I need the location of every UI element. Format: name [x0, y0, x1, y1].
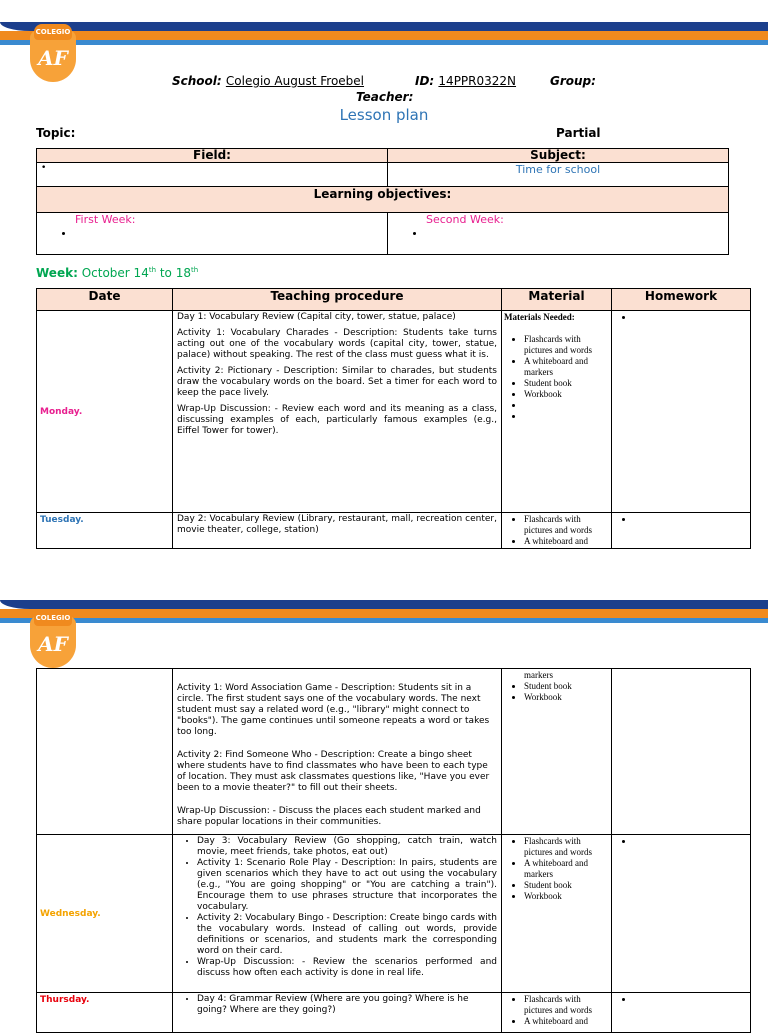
monday-cell: [37, 311, 173, 513]
second-week-label: Second Week:: [426, 213, 504, 226]
wednesday-item: • Activity 2: Vocabulary Bingo - Description: Create bingo cards with the vocabulary words. Instead of calling out words, provide definitions or scenarios, and students mark the corresponding word on their card.: [197, 913, 497, 957]
material-item: • Flashcards with pictures and words: [524, 994, 609, 1016]
school-label: School:: [172, 74, 222, 88]
tuesday-homework: [612, 513, 751, 549]
tuesday-material: [502, 513, 612, 549]
monday-procedure: [173, 311, 502, 513]
group-label: Group:: [550, 74, 596, 88]
wednesday-item: • Wrap-Up Discussion: - Review the scenarios performed and discuss how often each activity is done in real life.: [197, 957, 497, 979]
monday-p1: Day 1: Vocabulary Review (Capital city, tower, statue, palace): [177, 312, 456, 322]
monday-material: [502, 311, 612, 513]
tuesday-homework-cont: [612, 669, 751, 835]
material-cont-text: markers: [524, 670, 553, 680]
blue-stripe: [0, 22, 768, 31]
monday-homework: [612, 311, 751, 513]
material-item: • Flashcards with pictures and words: [524, 334, 609, 356]
tuesday-cell: [37, 513, 173, 549]
second-week-item: [426, 226, 728, 239]
tuesday-p4: Wrap-Up Discussion: - Discuss the places each student marked and share popular locations in their communities.: [177, 806, 481, 827]
light-blue-stripe: [0, 40, 768, 45]
monday-p2: Activity 1: Vocabulary Charades - Description: Students take turns acting out one of the vocabulary words (capital city, tower, statue, palace) without speaking. The rest of the class must guess what it is.: [177, 328, 497, 360]
homework-item: [634, 836, 748, 847]
tuesday-label: Tuesday.: [40, 515, 84, 525]
subject-header: Subject:: [388, 149, 729, 163]
blue-stripe: [0, 600, 768, 609]
week-dates: October 14th to 18th: [81, 266, 199, 280]
school-value: Colegio August Froebel: [225, 74, 365, 88]
thursday-item: • Day 4: Grammar Review (Where are you going? Where is he going? Where are they going?): [197, 994, 497, 1016]
orange-stripe: [0, 31, 768, 40]
school-logo: [30, 24, 76, 82]
thursday-cell: [37, 993, 173, 1033]
material-item: • Flashcards with pictures and words: [524, 836, 609, 858]
orange-stripe: [0, 609, 768, 618]
material-item: • A whiteboard and markers: [524, 356, 609, 378]
material-item: • A whiteboard and: [524, 536, 609, 547]
material-item: [524, 400, 609, 411]
first-week-label: First Week:: [75, 213, 136, 226]
material-item: • Student book: [524, 681, 609, 692]
col-date: Date: [37, 289, 173, 311]
page-title: Lesson plan: [339, 106, 429, 124]
topic-label: Topic:: [36, 126, 76, 140]
col-homework: Homework: [612, 289, 751, 311]
thursday-label: Thursday.: [40, 995, 90, 1005]
info-table: [36, 148, 729, 255]
material-item: • A whiteboard and markers: [524, 858, 609, 880]
material-item: • Flashcards with pictures and words: [524, 514, 609, 536]
field-header: Field:: [37, 149, 388, 163]
logo-text: COLEGIO: [34, 610, 72, 626]
id-line: [415, 74, 516, 88]
plan-table-page1: [36, 288, 751, 549]
tuesday-procedure: [173, 513, 502, 549]
wednesday-material: [502, 835, 612, 993]
thursday-homework: [612, 993, 751, 1033]
subject-value: Time for school: [388, 163, 729, 187]
homework-item: [634, 312, 748, 323]
week-label: Week: [36, 266, 74, 280]
header-band-page2: [0, 600, 768, 624]
id-label: ID:: [415, 74, 435, 88]
tuesday-p3: Activity 2: Find Someone Who - Description: Create a bingo sheet where students have to find classmates who have been to each type of location. They must ask classmates questions like, "Have you ever been to a movie theater?" to fill out their sheets.: [177, 750, 490, 793]
id-value: 14PPR0322N: [438, 74, 517, 88]
logo-text: COLEGIO: [34, 24, 72, 40]
wednesday-label: Wednesday.: [40, 908, 101, 919]
col-procedure: Teaching procedure: [173, 289, 502, 311]
light-blue-stripe: [0, 618, 768, 623]
tuesday-cont-cell: [37, 669, 173, 835]
tuesday-material-cont: [502, 669, 612, 835]
plan-table-page2: [36, 668, 751, 1033]
homework-item: [634, 514, 748, 525]
monday-p3: Activity 2: Pictionary - Description: Similar to charades, but students draw the vocabulary words on the board. Set a timer for each word to keep the pace lively.: [177, 366, 497, 398]
monday-label: Monday.: [40, 406, 83, 417]
tuesday-procedure-cont: [173, 669, 502, 835]
wednesday-procedure: [173, 835, 502, 993]
materials-title: Materials Needed:: [504, 312, 575, 322]
material-item: • Student book: [524, 378, 609, 389]
material-item: • A whiteboard and: [524, 1016, 609, 1027]
field-value: •: [37, 163, 388, 187]
second-week-cell: [388, 213, 729, 255]
first-week-item: [75, 226, 387, 239]
homework-item: [634, 994, 748, 1005]
material-item: • Student book: [524, 880, 609, 891]
wednesday-item: • Activity 1: Scenario Role Play - Description: In pairs, students are given scenarios which they have to act out using the vocabulary (e.g., "You are going shopping" or "You are catching a train"). Encourage them to use phrases structure that incorporates the vocabulary.: [197, 858, 497, 913]
tuesday-p1: Day 2: Vocabulary Review (Library, restaurant, mall, recreation center, movie theater, college, station): [177, 514, 497, 535]
wednesday-cell: [37, 835, 173, 993]
school-logo-page2: [30, 610, 76, 668]
school-line: [172, 74, 364, 88]
material-item: [524, 411, 609, 422]
material-item: • Workbook: [524, 692, 609, 703]
col-material: Material: [502, 289, 612, 311]
week-line: Week: October 14th to 18th: [36, 266, 199, 280]
thursday-material: [502, 993, 612, 1033]
thursday-procedure: [173, 993, 502, 1033]
teacher-label: Teacher:: [356, 90, 414, 104]
material-item: • Workbook: [524, 389, 609, 400]
wednesday-item: • Day 3: Vocabulary Review (Go shopping, catch train, watch movie, meet friends, take photos, eat out): [197, 836, 497, 858]
first-week-cell: [37, 213, 388, 255]
partial-label: Partial: [556, 126, 601, 140]
objectives-header: Learning objectives:: [37, 187, 729, 213]
logo-mark: AF: [38, 632, 68, 656]
material-item: • Workbook: [524, 891, 609, 902]
tuesday-p2: Activity 1: Word Association Game - Description: Students sit in a circle. The first student says one of the vocabulary words. The next student must say a related word (e.g., "library" might connect to "books"). The game continues until someone repeats a word or takes too long.: [177, 683, 490, 737]
wednesday-homework: [612, 835, 751, 993]
header-band-top: [0, 22, 768, 46]
logo-mark: AF: [38, 46, 68, 70]
monday-p4: Wrap-Up Discussion: - Review each word and its meaning as a class, discussing examples of each, particularly famous examples (e.g., Eiffel Tower for tower).: [177, 404, 497, 436]
